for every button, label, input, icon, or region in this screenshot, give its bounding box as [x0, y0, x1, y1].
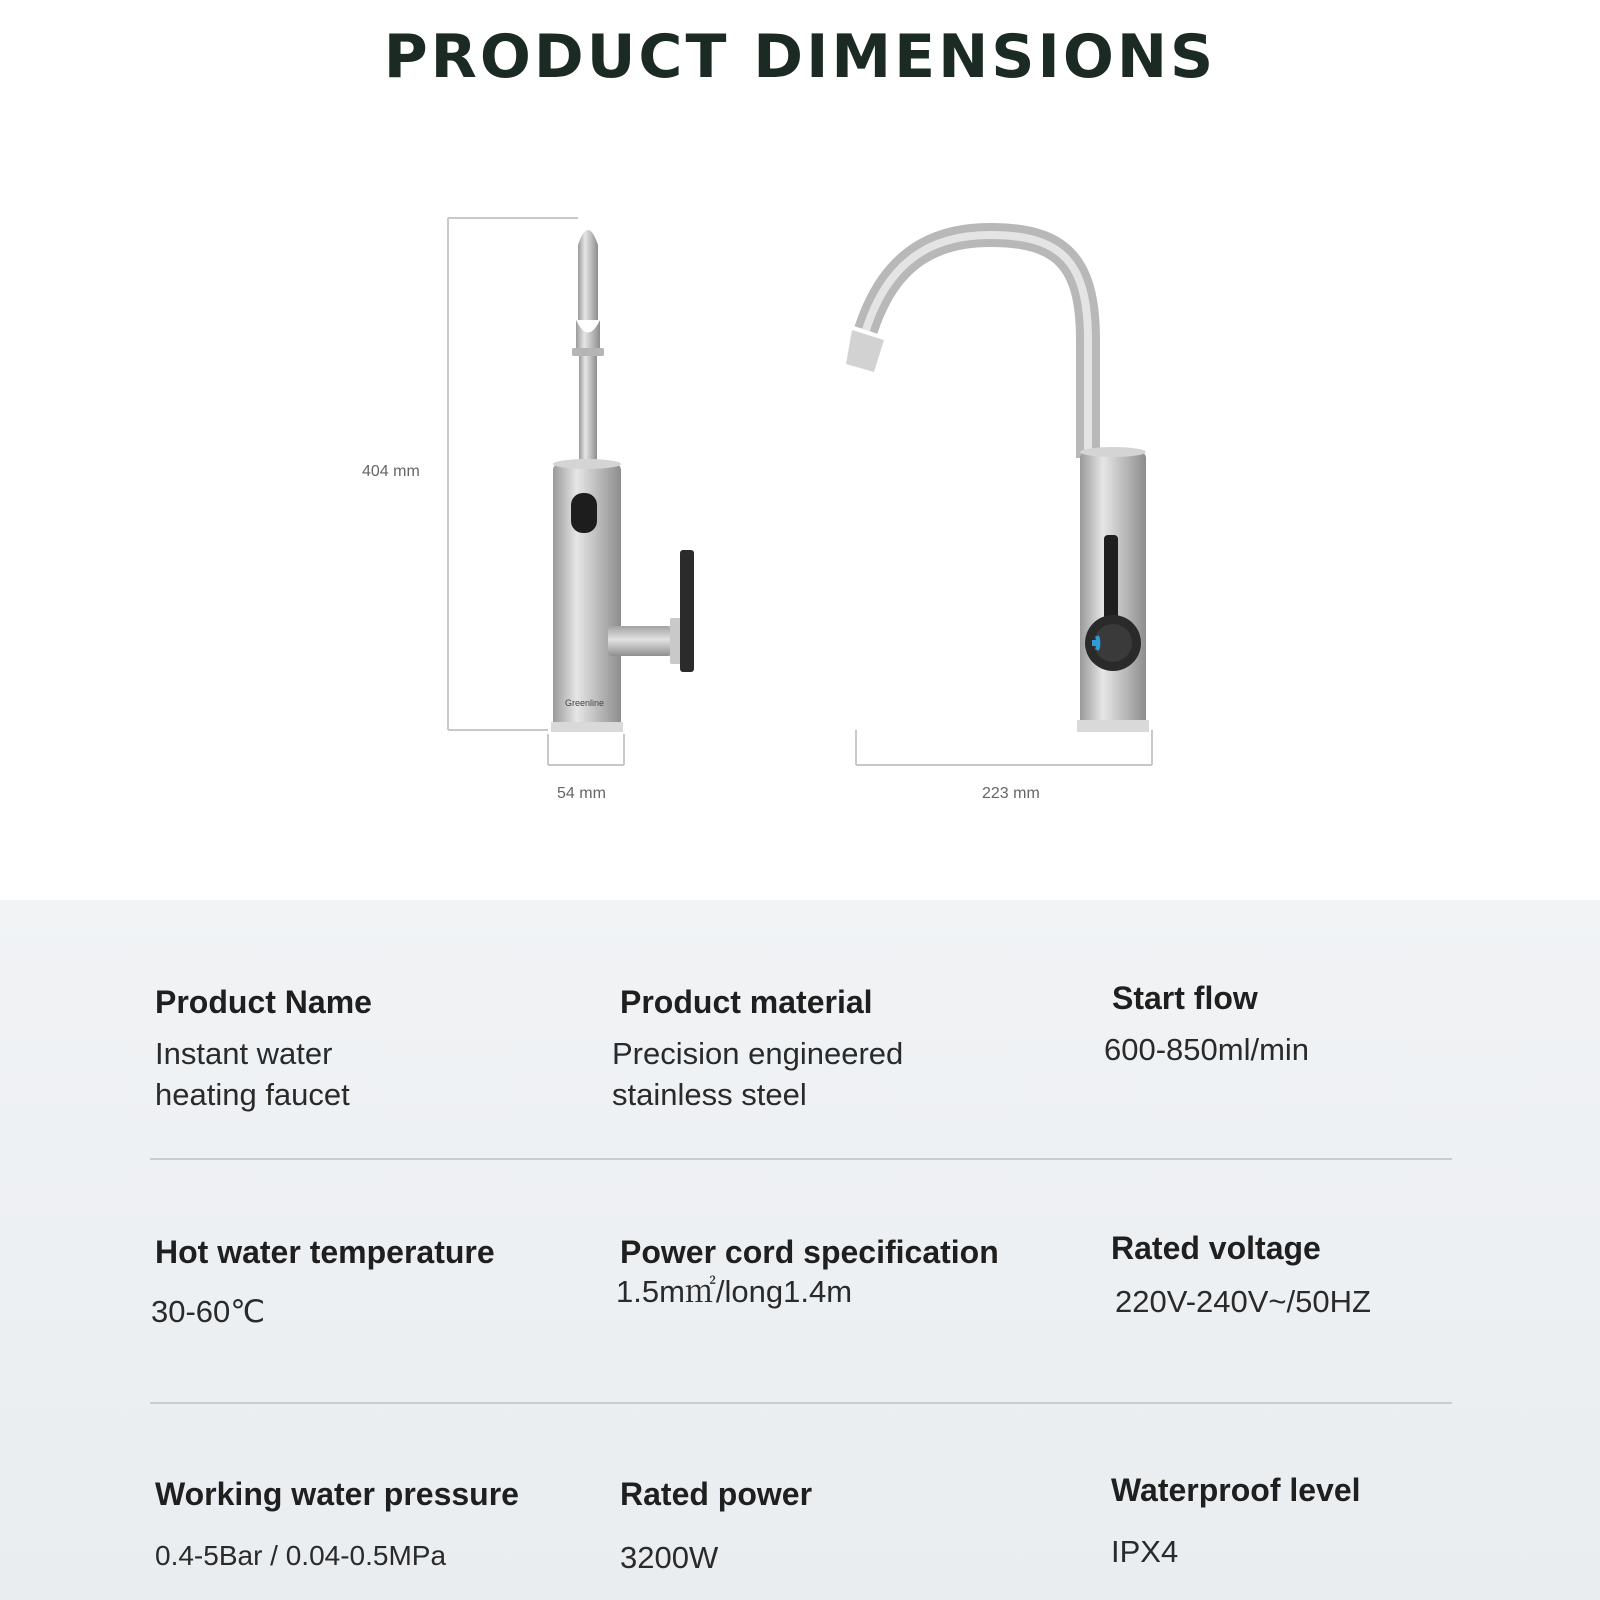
- lever-arm: [608, 626, 672, 656]
- spec-waterproof-level: [1111, 1472, 1361, 1572]
- spec-label: Power cord specification: [620, 1234, 999, 1270]
- spec-label: Working water pressure: [155, 1476, 519, 1512]
- spec-value: 0.4-5Bar / 0.04-0.5MPa: [155, 1540, 447, 1571]
- spec-power-cord: [616, 1234, 999, 1312]
- spec-label: Product material: [620, 984, 873, 1020]
- sensor-window: [571, 493, 597, 533]
- spec-value: IPX4: [1111, 1534, 1179, 1569]
- spec-product-material: [612, 984, 904, 1115]
- depth-dimension-line: [856, 730, 1152, 765]
- spec-product-name: [155, 984, 372, 1115]
- height-dimension-label: 404 mm: [362, 463, 420, 480]
- spec-value: 600-850ml/min: [1104, 1032, 1310, 1067]
- specifications-panel: [0, 900, 1600, 1600]
- spec-value: 30-60℃: [151, 1294, 266, 1329]
- spec-value: Precision engineered stainless steel: [612, 1036, 904, 1112]
- brand-mark: Greenline: [565, 698, 605, 708]
- spec-value: 220V-240V~/50HZ: [1115, 1284, 1371, 1319]
- spec-label: Start flow: [1112, 980, 1258, 1016]
- product-dimension-diagram: [0, 180, 1600, 820]
- faucet-front-view: [846, 235, 1149, 732]
- row-divider: [150, 1158, 1452, 1160]
- faucet-illustration: [0, 180, 1600, 820]
- spec-label: Rated power: [620, 1476, 813, 1512]
- depth-dimension-label: 223 mm: [982, 785, 1040, 802]
- base-width-dimension-label: 54 mm: [557, 785, 606, 802]
- spec-rated-voltage: [1111, 1230, 1371, 1322]
- spec-label: Hot water temperature: [155, 1234, 495, 1270]
- spec-label: Product Name: [155, 984, 372, 1020]
- spec-hot-water-temperature: [151, 1234, 495, 1332]
- spec-value: 3200W: [620, 1540, 719, 1575]
- spec-label: Rated voltage: [1111, 1230, 1321, 1266]
- page-title: PRODUCT DIMENSIONS: [383, 22, 1217, 92]
- row-divider: [150, 1402, 1452, 1404]
- spec-value: Instant water heating faucet: [155, 1036, 350, 1112]
- faucet-side-view: [551, 230, 694, 732]
- lever-handle: [680, 550, 694, 672]
- spec-label: Waterproof level: [1111, 1472, 1361, 1508]
- spec-start-flow: [1104, 980, 1310, 1070]
- spec-rated-power: [620, 1476, 812, 1578]
- base-width-dimension-line: [548, 734, 624, 765]
- spec-value: 1.5m㎡/long1.4m: [616, 1274, 853, 1309]
- spec-working-water-pressure: [155, 1476, 519, 1576]
